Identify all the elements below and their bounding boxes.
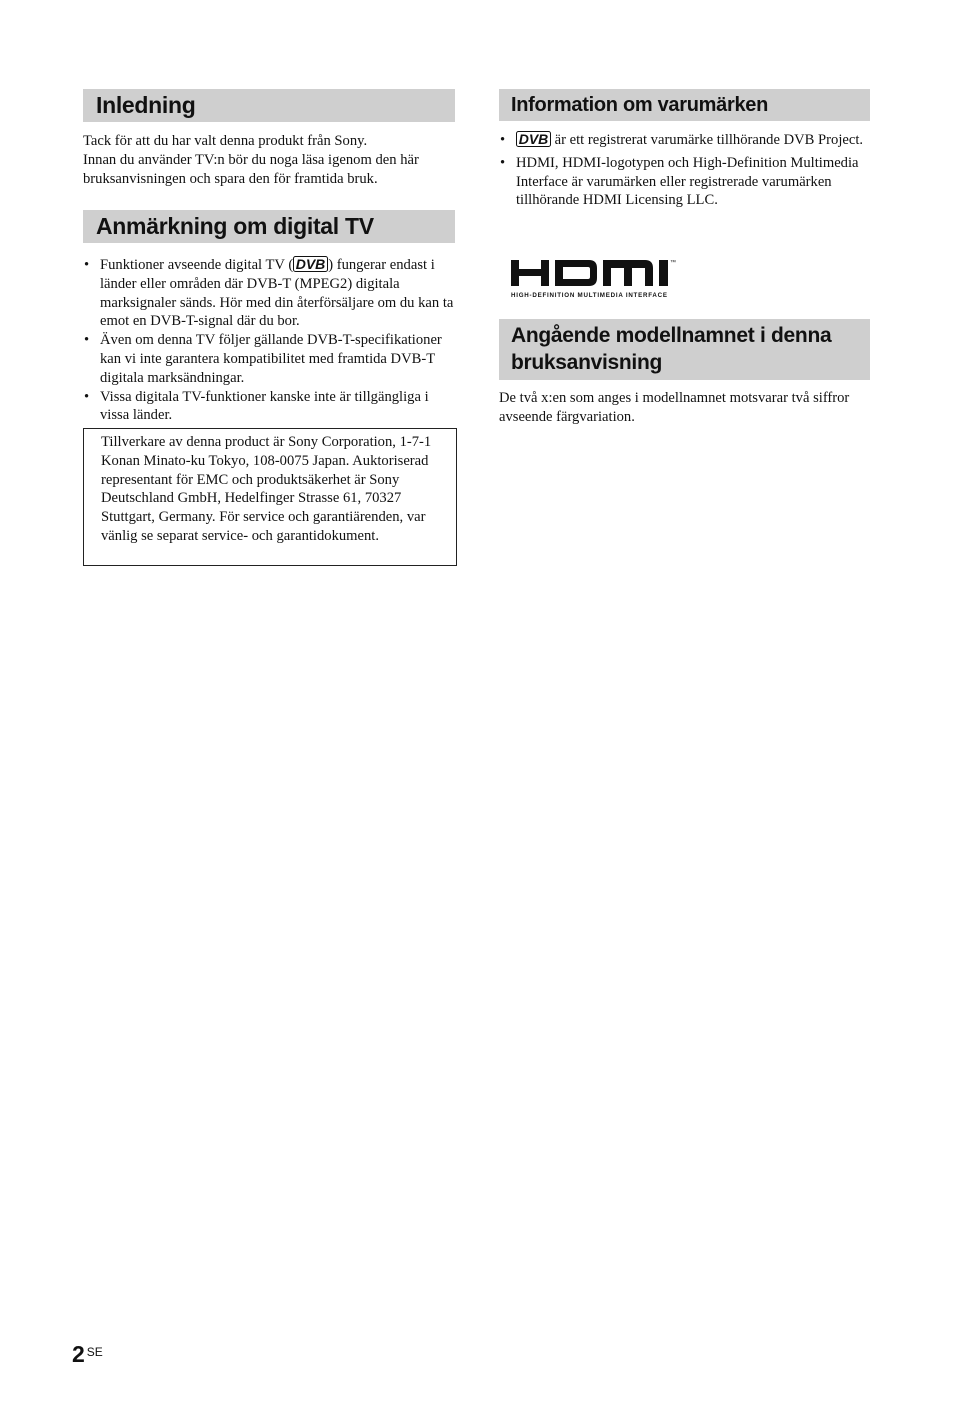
hdmi-tagline: HIGH-DEFINITION MULTIMEDIA INTERFACE [511,292,667,299]
hdmi-tm: ™ [670,260,676,266]
page-number: 2 [72,1341,85,1367]
manufacturer-notice-box [83,428,457,566]
section-heading-intro: Inledning [83,89,455,122]
digital-tv-bullet-list [83,256,455,425]
dvb-logo-icon [293,256,328,272]
bullet-icon: • [500,132,506,148]
list-item [499,131,870,150]
intro-text-1: Tack för att du har valt denna produkt från Sony. [83,133,368,149]
dvb-logo-text: DVB [295,256,326,272]
trademark-bullet-1: är ett registrerat varumärke tillhörande DVB Project. [551,132,864,148]
list-item [83,256,455,331]
dvb-logo-icon [516,131,551,147]
manufacturer-notice-text: Tillverkare av denna product är Sony Corporation, 1-7-1 Konan Minato-ku Tokyo, 108-0075 Japan. Auktoriserad representant för EMC och produktsäkerhet är Sony Deutschland GmbH, Hedelfinger Strasse 61, 70327 Stuttgart, Germany. För service och garantiärenden, var vänlig se separat service- och garantidokument. [101,434,432,544]
bullet-icon: • [500,154,506,171]
trademark-bullet-2: HDMI, HDMI-logotypen och High-Definition Multimedia Interface är varumärken eller registrerade varumärken tillhörande HDMI Licensing LLC. [516,154,859,209]
list-item [83,388,455,426]
page-footer [72,1341,103,1368]
bullet-icon: • [84,332,90,349]
digital-bullet-1-start: Funktioner avseende digital TV ( [100,257,294,273]
section-heading-digital-tv: Anmärkning om digital TV [83,210,455,243]
section-heading-model-name [499,319,870,380]
section-heading-trademarks: Information om varumärken [499,89,870,121]
language-code: SE [86,1345,103,1359]
left-column [83,89,455,425]
model-heading-line-1: Angående modellnamnet i denna [511,324,832,348]
model-heading-line-2: bruksanvisning [511,351,663,375]
hdmi-logo [509,255,684,300]
digital-bullet-1-end: ) fungerar endast i länder eller områden där DVB-T (MPEG2) digitala marksignaler sänds. Hör med din återförsäljare om du kan ta emot en DVB-T-signal där du bor. [100,257,454,330]
trademark-bullet-list [499,131,870,210]
bullet-icon: • [84,388,90,405]
bullet-icon: • [84,257,90,273]
dvb-logo-text: DVB [518,131,549,147]
list-item [83,331,455,387]
intro-text-2: Innan du använder TV:n bör du noga läsa igenom den här bruksanvisningen och spara den för framtida bruk. [83,152,419,187]
digital-bullet-2: Även om denna TV följer gällande DVB-T-specifikationer kan vi inte garantera kompatibilitet med framtida DVB-T digitala marksändningar. [100,332,442,386]
list-item [499,154,870,210]
model-name-text: De två x:en som anges i modellnamnet motsvarar två siffror avseende färgvariation. [499,390,850,426]
digital-bullet-3: Vissa digitala TV-funktioner kanske inte är tillgängliga i vissa länder. [100,388,429,424]
